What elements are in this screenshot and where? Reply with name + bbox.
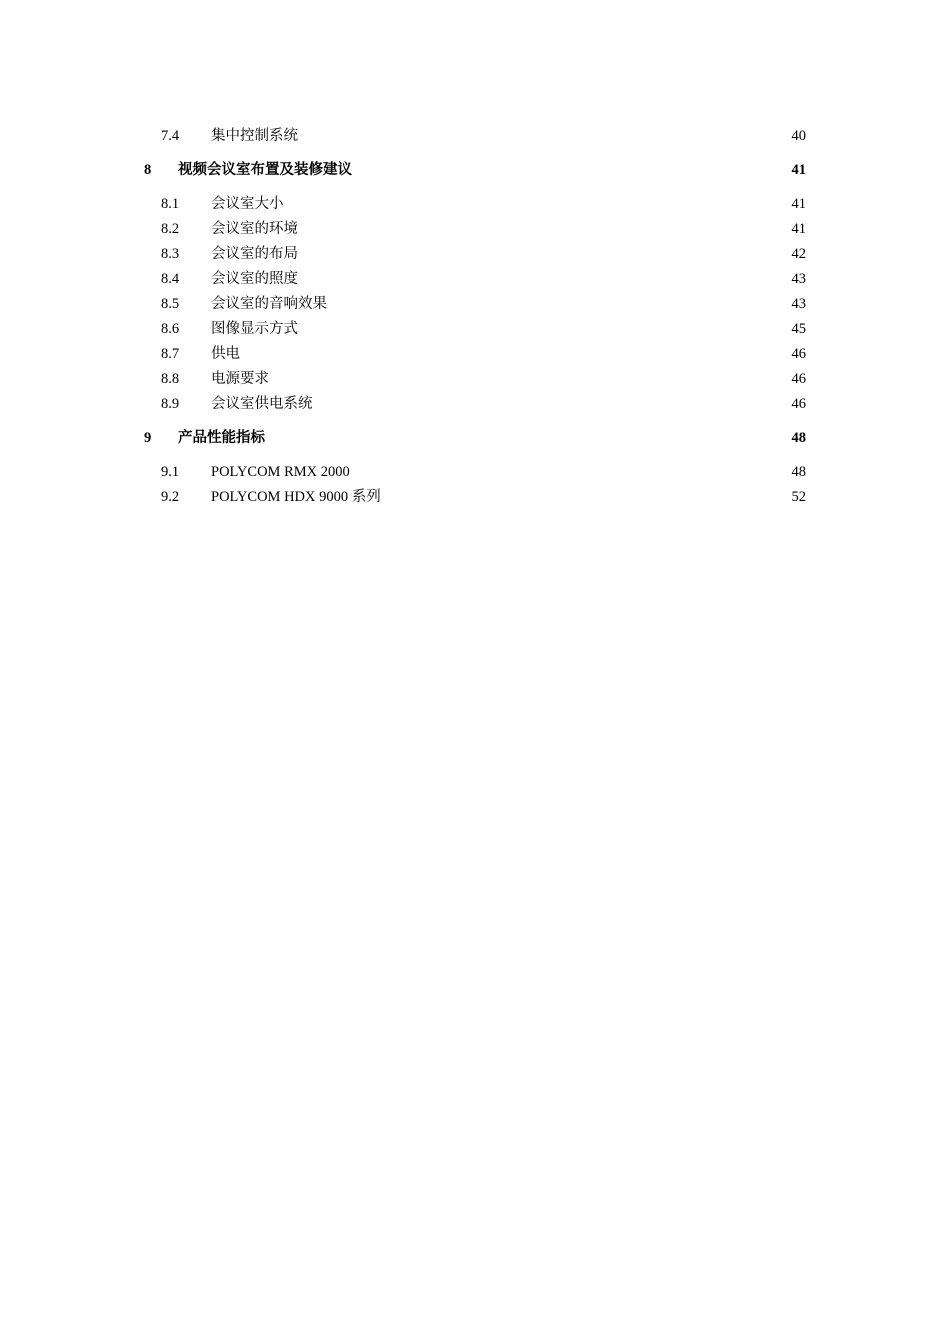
toc-entry[interactable]: [144, 342, 806, 367]
toc-entry-number: 8.9: [161, 396, 180, 412]
toc-entry-number: 8.4: [161, 271, 180, 287]
toc-entry-title: 会议室的环境: [211, 221, 298, 237]
toc-entry[interactable]: [144, 392, 806, 417]
toc-entry-number: 8.6: [161, 321, 180, 337]
toc-entry-page: 48: [792, 460, 807, 485]
toc-entry-title: 供电: [211, 346, 240, 362]
toc-entry-number: 9.1: [161, 464, 180, 480]
toc-entry-title: 集中控制系统: [211, 128, 298, 144]
toc-entry-page: 46: [792, 367, 807, 392]
toc-entry[interactable]: [144, 317, 806, 342]
toc-entry[interactable]: [144, 367, 806, 392]
table-of-contents: [144, 124, 806, 510]
toc-entry[interactable]: [144, 485, 806, 510]
toc-entry[interactable]: [144, 192, 806, 217]
toc-entry-page: 46: [792, 342, 807, 367]
toc-entry-page: 46: [792, 392, 807, 417]
toc-entry-title: 产品性能指标: [178, 430, 265, 446]
toc-entry-page: 40: [792, 124, 807, 149]
toc-entry[interactable]: [144, 242, 806, 267]
toc-entry-title: 视频会议室布置及装修建议: [178, 162, 352, 178]
toc-chapter-entry[interactable]: [144, 426, 806, 451]
toc-entry-page: 52: [792, 485, 807, 510]
toc-entry-page: 45: [792, 317, 807, 342]
toc-chapter-entry[interactable]: [144, 158, 806, 183]
toc-entry-number: 7.4: [161, 128, 180, 144]
toc-entry-number: 8.3: [161, 246, 180, 262]
toc-entry[interactable]: [144, 292, 806, 317]
toc-entry-page: 43: [792, 292, 807, 317]
toc-entry-title: 会议室的照度: [211, 271, 298, 287]
toc-entry-title: 会议室的布局: [211, 246, 298, 262]
toc-entry-number: 9.2: [161, 489, 180, 505]
toc-entry-number: 8: [144, 162, 152, 178]
toc-entry-number: 8.5: [161, 296, 180, 312]
toc-entry-title: 图像显示方式: [211, 321, 298, 337]
toc-entry-page: 41: [792, 217, 807, 242]
toc-entry-number: 8.8: [161, 371, 180, 387]
toc-entry-number: 8.7: [161, 346, 180, 362]
toc-entry[interactable]: [144, 460, 806, 485]
toc-entry-number: 9: [144, 430, 152, 446]
toc-entry[interactable]: [144, 217, 806, 242]
toc-entry-title: 电源要求: [211, 371, 269, 387]
toc-entry-number: 8.1: [161, 196, 180, 212]
toc-entry-page: 41: [792, 192, 807, 217]
toc-entry[interactable]: [144, 267, 806, 292]
toc-entry-title: 会议室的音响效果: [211, 296, 327, 312]
toc-entry-title: 会议室大小: [211, 196, 284, 212]
toc-entry-page: 48: [792, 426, 807, 451]
toc-entry-title: 会议室供电系统: [211, 396, 313, 412]
toc-entry-title: POLYCOM RMX 2000: [211, 464, 350, 480]
toc-entry-page: 43: [792, 267, 807, 292]
toc-entry-page: 41: [792, 158, 807, 183]
toc-entry[interactable]: [144, 124, 806, 149]
toc-entry-number: 8.2: [161, 221, 180, 237]
toc-entry-page: 42: [792, 242, 807, 267]
toc-entry-title: POLYCOM HDX 9000 系列: [211, 489, 381, 505]
